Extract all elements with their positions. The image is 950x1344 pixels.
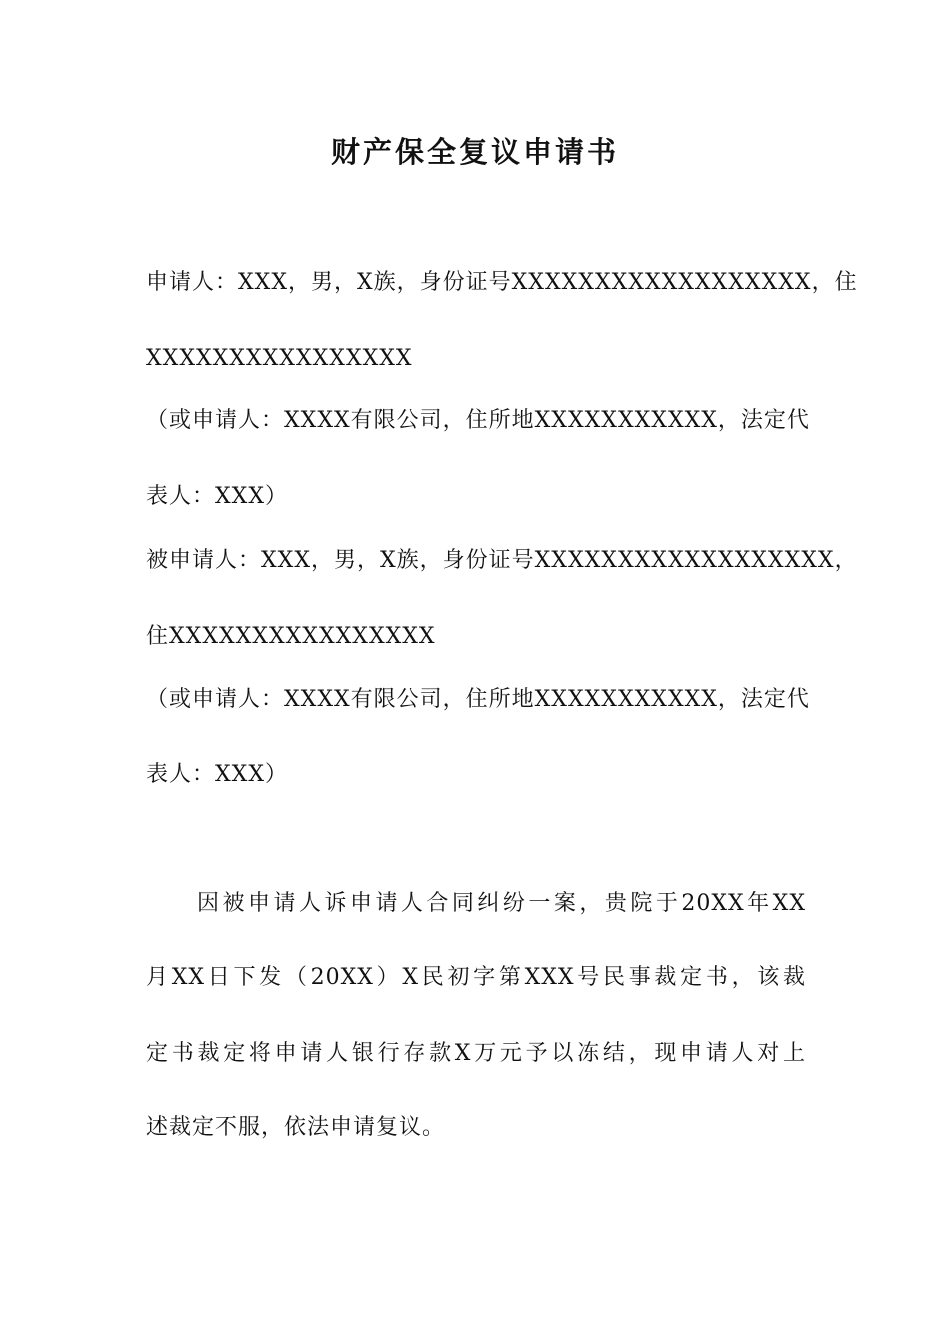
applicant-alt-line-2: 表人：XXX）	[146, 484, 288, 509]
respondent-line-1: 被申请人：XXX，男，X族，身份证号XXXXXXXXXXXXXXXXXX，	[146, 548, 858, 573]
respondent-line-2: 住XXXXXXXXXXXXXXXX	[146, 624, 436, 649]
body-line-2: 月XX日下发（20XX）X民初字第XXX号民事裁定书，该裁	[146, 965, 806, 990]
applicant-alt-line-1: （或申请人：XXXX有限公司，住所地XXXXXXXXXXX，法定代	[146, 408, 810, 433]
body-line-4: 述裁定不服，依法申请复议。	[146, 1115, 446, 1140]
body-line-3: 定书裁定将申请人银行存款X万元予以冻结，现申请人对上	[146, 1041, 806, 1066]
body-line-1: 因被申请人诉申请人合同纠纷一案，贵院于20XX年XX	[146, 891, 806, 916]
applicant-line-1: 申请人：XXX，男，X族，身份证号XXXXXXXXXXXXXXXXXX，住	[146, 270, 858, 295]
respondent-alt-line-2: 表人：XXX）	[146, 762, 288, 787]
applicant-line-2: XXXXXXXXXXXXXXXX	[146, 346, 413, 371]
respondent-alt-line-1: （或申请人：XXXX有限公司，住所地XXXXXXXXXXX，法定代	[146, 687, 810, 712]
document-title: 财产保全复议申请书	[330, 135, 619, 169]
